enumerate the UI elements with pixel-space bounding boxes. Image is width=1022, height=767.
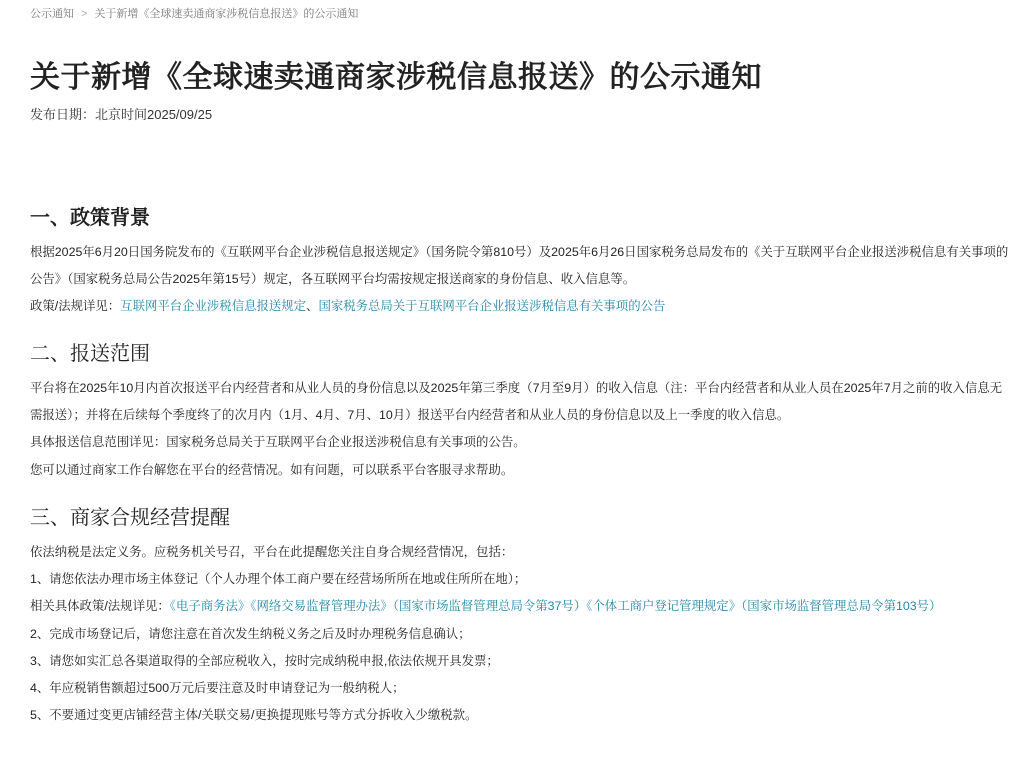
policy-links [30,593,1010,620]
list-item: 2、完成市场登记后，请您注意在首次发生纳税义务之后及时办理税务信息确认； [30,626,471,641]
section-compliance-reminder [30,503,1010,729]
list-item: 5、不要通过变更店铺经营主体/关联交易/更换提现账号等方式分拆收入少缴税款。 [30,708,478,723]
breadcrumb [30,5,358,21]
breadcrumb-separator: > [81,8,88,20]
section-paragraph: 具体报送信息范围详见：国家税务总局关于互联网平台企业报送涉税信息有关事项的公告。 [30,435,526,450]
section-paragraph: 依法纳税是法定义务。应税务机关号召，平台在此提醒您关注自身合规经营情况，包括： [30,545,514,559]
breadcrumb-current: 关于新增《全球速卖通商家涉税信息报送》的公示通知 [94,8,359,20]
section-heading: 一、政策背景 [30,207,150,229]
links-label: 相关具体政策/法规详见： [30,599,170,614]
list-item: 3、请您如实汇总各渠道取得的全部应税收入，按时完成纳税申报,依法依规开具发票； [30,653,499,668]
links-label: 政策/法规详见： [30,299,121,314]
section-heading: 三、商家合规经营提醒 [30,507,230,529]
link-regulations[interactable]: 《电子商务法》《网络交易监督管理办法》（国家市场监督管理总局令第37号）《个体工商户登记管理规定》（国家市场监督管理总局令第103号） [169,599,942,614]
section-paragraph: 根据2025年6月20日国务院发布的《互联网平台企业涉税信息报送规定》（国务院令第810号）及2025年6月26日国家税务总局发布的《关于互联网平台企业报送涉税信息有关事项的公告》（国家税务总局公告2025年第15号）规定，各互联网平台均需按规定报送商家的身份信息、收入信息等。 [30,245,1009,287]
section-policy-background [30,203,1010,321]
page-title: 关于新增《全球速卖通商家涉税信息报送》的公示通知 [30,61,762,94]
section-paragraph: 平台将在2025年10月内首次报送平台内经营者和从业人员的身份信息以及2025年第三季度（7月至9月）的收入信息（注：平台内经营者和从业人员在2025年7月之前的收入信息无需报送）；并将在后续每个季度终了的次月内（1月、4月、7月、10月）报送平台内经营者和从业人员的身份信息以及上一季度的收入信息。 [30,381,1003,423]
link-separator: 、 [306,299,319,314]
link-announcement[interactable]: 国家税务总局关于互联网平台企业报送涉税信息有关事项的公告 [318,299,666,314]
publish-date: 发布日期：北京时间2025/09/25 [30,107,213,122]
breadcrumb-root-link[interactable]: 公示通知 [30,8,74,20]
policy-links [30,293,1010,320]
link-regulation[interactable]: 互联网平台企业涉税信息报送规定 [120,299,307,314]
list-item: 4、年应税销售额超过500万元后要注意及时申请登记为一般纳税人； [30,681,405,696]
section-paragraph: 您可以通过商家工作台解您在平台的经营情况。如有问题，可以联系平台客服寻求帮助。 [30,462,514,477]
section-report-scope [30,339,1010,484]
list-item: 1、请您依法办理市场主体登记（个人办理个体工商户要在经营场所所在地或住所所在地）； [30,572,527,587]
section-heading: 二、报送范围 [30,343,150,365]
